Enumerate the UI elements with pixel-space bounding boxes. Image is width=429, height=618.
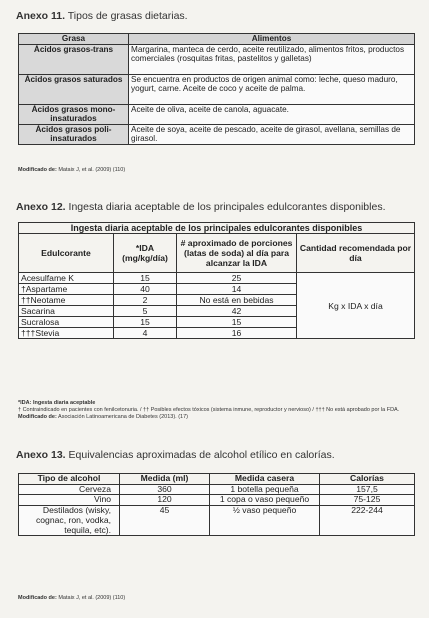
annex-13-heading (16, 449, 335, 461)
symbols-note: † Contraindicado en pacientes con fenilcetonuria. / †† Posibles efectos tóxicos (sistema inmune, reproductor y nervioso) / ††† No está aprobado por la FDA. (18, 407, 400, 413)
portions-value: 42 (177, 306, 297, 317)
foods-cell: Aceite de oliva, aceite de canola, aguacate. (129, 104, 415, 124)
header-recommended: Cantidad recomendada por día (297, 234, 415, 273)
table-header-row (19, 34, 415, 45)
header-portions: # aproximado de porciones (latas de soda) al día para alcanzar la IDA (177, 234, 297, 273)
portions-value: 15 (177, 317, 297, 328)
source-text: Mataix J, et al. (2009) (110) (58, 167, 126, 173)
table-row (19, 506, 415, 536)
foods-cell: Se encuentra en productos de origen animal como: leche, queso maduro, yogurt, carne. Aceite de coco y aceite de palma. (129, 74, 415, 104)
fat-type-cell: Ácidos grasos poli-insaturados (19, 124, 129, 144)
fat-type-cell: Ácidos grasos saturados (19, 74, 129, 104)
header-calories: Calorías (320, 474, 415, 485)
ida-value: 15 (114, 273, 177, 284)
sweeteners-table (18, 222, 415, 339)
sweeteners-table-title: Ingesta diaria aceptable de los principales edulcorantes disponibles (19, 223, 415, 234)
annex-12-heading (16, 201, 386, 213)
sweetener-name: †††Stevia (19, 328, 114, 339)
annex-11-label: Anexo 11. (16, 10, 66, 22)
calories: 157,5 (320, 484, 415, 495)
header-foods: Alimentos (129, 34, 415, 45)
table-row (19, 44, 415, 74)
home-measure: ½ vaso pequeño (210, 506, 320, 536)
table-header-row (19, 234, 415, 273)
table-row (19, 74, 415, 104)
ida-note: *IDA: Ingesta diaria aceptable (18, 400, 96, 406)
calories: 75-125 (320, 495, 415, 506)
sweetener-name: ††Neotame (19, 295, 114, 306)
fat-type-cell: Ácidos grasos mono-insaturados (19, 104, 129, 124)
table-title-row (19, 223, 415, 234)
header-ida: *IDA (mg/kg/día) (114, 234, 177, 273)
source-label: Modificado de: (18, 167, 57, 173)
source-text: Asociación Latinoamericana de Diabetes (2013). (17) (58, 414, 188, 420)
measure-ml: 45 (120, 506, 210, 536)
sweetener-name: Acesulfame K (19, 273, 114, 284)
fat-types-table (18, 33, 415, 145)
annex-13-title: Equivalencias aproximadas de alcohol etílico en calorías. (68, 449, 335, 461)
source-label: Modificado de: (18, 595, 57, 601)
fat-type-cell: Ácidos grasos-trans (19, 44, 129, 74)
portions-value: 14 (177, 284, 297, 295)
source-text: Mataix J, et al. (2009) (110) (58, 595, 126, 601)
sweetener-name: Sucralosa (19, 317, 114, 328)
annex-12-label: Anexo 12. (16, 201, 66, 213)
header-home-measure: Medida casera (210, 474, 320, 485)
table-row (19, 124, 415, 144)
home-measure: 1 botella pequeña (210, 484, 320, 495)
ida-value: 2 (114, 295, 177, 306)
calories: 222-244 (320, 506, 415, 536)
measure-ml: 360 (120, 484, 210, 495)
table-row (19, 495, 415, 506)
recommended-formula: Kg x IDA x día (297, 273, 415, 339)
alcohol-kind: Cerveza (19, 484, 120, 495)
alcohol-kind: Vino (19, 495, 120, 506)
header-measure-ml: Medida (ml) (120, 474, 210, 485)
alcohol-calories-table (18, 473, 415, 536)
ida-value: 40 (114, 284, 177, 295)
table-header-row (19, 474, 415, 485)
header-alcohol-type: Tipo de alcohol (19, 474, 120, 485)
portions-value: 25 (177, 273, 297, 284)
foods-cell: Aceite de soya, aceite de pescado, aceite de girasol, avellana, semillas de girasol. (129, 124, 415, 144)
portions-value: No está en bebidas (177, 295, 297, 306)
sweetener-name: †Aspartame (19, 284, 114, 295)
annex-11-title: Tipos de grasas dietarias. (67, 10, 188, 22)
sweetener-name: Sacarina (19, 306, 114, 317)
foods-cell: Margarina, manteca de cerdo, aceite reutilizado, alimentos fritos, productos comerciales (rosquitas fritas, pastelitos y galletas) (129, 44, 415, 74)
ida-value: 5 (114, 306, 177, 317)
table-row (19, 273, 415, 284)
portions-value: 16 (177, 328, 297, 339)
annex-11-source-note (18, 167, 125, 174)
table-row (19, 104, 415, 124)
ida-value: 4 (114, 328, 177, 339)
home-measure: 1 copa o vaso pequeño (210, 495, 320, 506)
annex-13-source-note (18, 595, 125, 602)
annex-13-label: Anexo 13. (16, 449, 66, 461)
measure-ml: 120 (120, 495, 210, 506)
annex-12-title: Ingesta diaria aceptable de los principales edulcorantes disponibles. (68, 201, 386, 213)
annex-11-heading (16, 10, 188, 22)
header-fat: Grasa (19, 34, 129, 45)
source-label: Modificado de: (18, 414, 57, 420)
annex-12-notes (18, 400, 416, 421)
table-row (19, 484, 415, 495)
alcohol-kind: Destilados (wisky, cognac, ron, vodka, tequila, etc). (19, 506, 120, 536)
header-sweetener: Edulcorante (19, 234, 114, 273)
ida-value: 15 (114, 317, 177, 328)
